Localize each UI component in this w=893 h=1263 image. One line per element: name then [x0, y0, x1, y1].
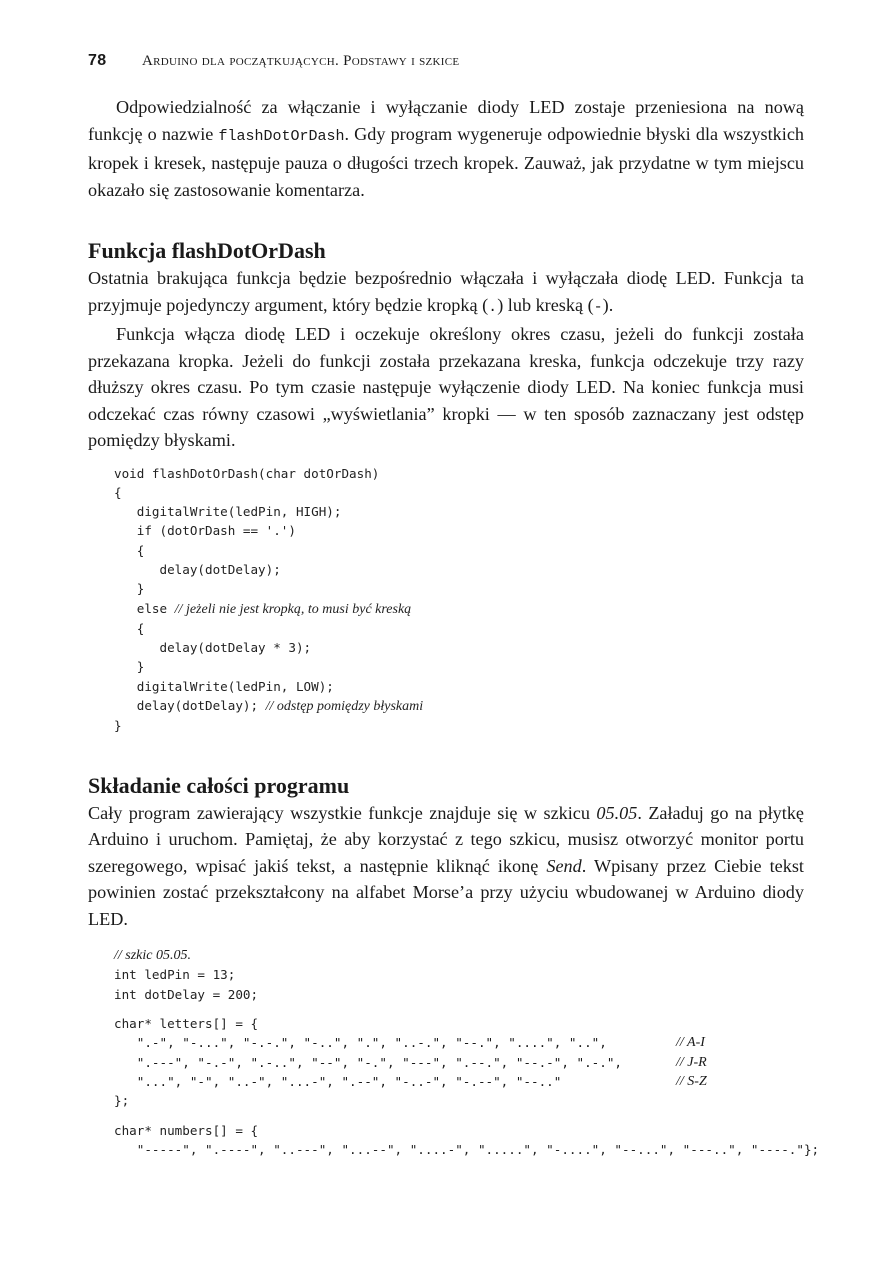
code-line: "-----", ".----", "..---", "...--", "....-", ".....", "-....", "--...", "---..", "----."}; [114, 1141, 820, 1157]
code-line: int dotDelay = 200; [114, 986, 259, 1002]
code-line: delay(dotDelay * 3); [114, 640, 312, 656]
code-line: }; [114, 1093, 130, 1109]
code-line: char* numbers[] = { [114, 1122, 259, 1138]
inline-code: flashDotOrDash [218, 127, 345, 145]
code-comment: // S-Z [676, 1073, 707, 1089]
code-line: if (dotOrDash == '.') [114, 523, 296, 539]
code-line: digitalWrite(ledPin, HIGH); [114, 504, 342, 520]
code-line: { [114, 542, 145, 558]
code-line: int ledPin = 13; [114, 967, 236, 983]
code-line: ".-", "-...", "-.-.", "-..", ".", "..-.", "--.", "....", "..", // A-I [114, 1033, 804, 1052]
code-line [114, 946, 804, 965]
section-heading-flashdotordash: Funkcja flashDotOrDash [88, 238, 326, 263]
code-comment: // odstęp pomiędzy błyskami [265, 699, 424, 715]
code-listing-flashdotordash [114, 464, 804, 736]
code-comment: // szkic 05.05. [114, 948, 191, 964]
code-line: digitalWrite(ledPin, LOW); [114, 678, 334, 694]
book-title: Arduino dla początkujących. Podstawy i szkice [142, 53, 460, 69]
code-line: char* letters[] = { [114, 1016, 259, 1032]
code-line: } [114, 718, 122, 734]
book-page [88, 52, 820, 1159]
code-line: "...", "-", "..-", "...-", ".--", "-..-", "-.--", "--.." // S-Z [114, 1072, 804, 1091]
code-comment: // A-I [676, 1035, 705, 1051]
code-line: ".---", "-.-", ".-..", "--", "-.", "---", ".--.", "--.-", ".-.", // J-R [114, 1053, 804, 1072]
code-line: delay(dotDelay); // odstęp pomiędzy błyskami [114, 698, 424, 715]
code-line: else // jeżeli nie jest kropką, to musi być kreską [114, 600, 412, 617]
code-line: void flashDotOrDash(char dotOrDash) [114, 465, 380, 481]
code-listing-sketch-0505 [114, 946, 820, 1159]
code-line: } [114, 581, 145, 597]
code-line: } [114, 659, 145, 675]
code-line: { [114, 620, 145, 636]
section1-paragraph-2: Funkcja włącza diodę LED i oczekuje określony okres czasu, jeżeli do funkcji została przekazana kropka. Jeżeli do funkcji została przekazana kreska, funkcja odczekuje trzy razy dłuższy okres czasu. Po tym czasie następuje wyłączenie diody LED. Na koniec funkcja musi odczekać czas równy czasowi „wyświetlania” kropki — w ten sposób zaznaczany jest odstęp pomiędzy błyskami. [88, 324, 804, 450]
code-line: { [114, 484, 122, 500]
section2-paragraph: Cały program zawierający wszystkie funkcje znajduje się w szkicu 05.05. Załaduj go na płytkę Arduino i uruchom. Pamiętaj, że aby korzystać z tego szkicu, musisz otworzyć monitor portu szeregowego, wpisać jakiś tekst, a następnie kliknąć ikonę Send. Wpisany przez Ciebie tekst powinien zostać przekształcony na alfabet Morse’a przy użyciu wbudowanej w Arduino diody LED. [88, 802, 804, 929]
running-head [88, 52, 804, 74]
page-number: 78 [88, 52, 107, 69]
code-comment: // jeżeli nie jest kropką, to musi być kreską [174, 601, 412, 617]
code-comment: // J-R [676, 1054, 707, 1070]
section1-paragraph-1: Ostatnia brakująca funkcja będzie bezpośrednio włączała i wyłączała diodę LED. Funkcja ta przyjmuje pojedynczy argument, który będzie kropką (.) lub kreską (-). [88, 268, 804, 316]
intro-paragraph: Odpowiedzialność za włączanie i wyłączanie diody LED zostaje przeniesiona na nową funkcję o nazwie flashDotOrDash. Gdy program wygeneruje odpowiednie błyski dla wszystkich kropek i kresek, następuje pauza o długości trzech kropek. Zauważ, jak przydatne w tym miejscu okazało się zastosowanie komentarza. [88, 97, 804, 200]
section-heading-assembling: Składanie całości programu [88, 772, 350, 798]
code-line: delay(dotDelay); [114, 561, 281, 577]
